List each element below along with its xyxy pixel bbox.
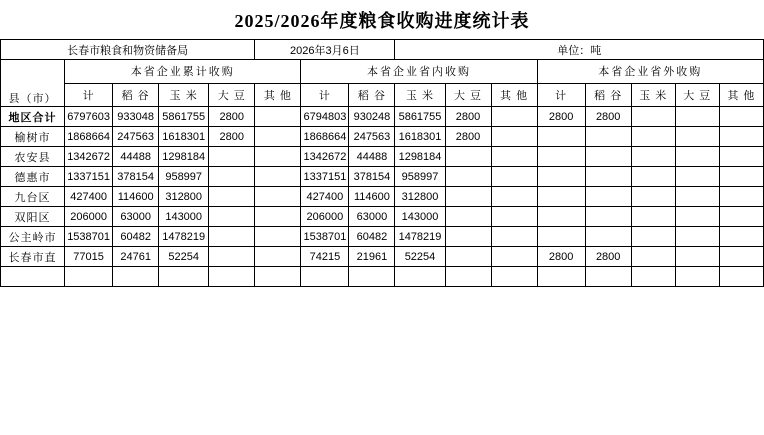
cell: 77015 (65, 247, 113, 267)
group-header-cumulative: 本省企业累计收购 (65, 60, 301, 84)
cell (675, 147, 719, 167)
cell (395, 267, 445, 287)
meta-row (1, 40, 764, 60)
cell (719, 107, 763, 127)
grain-purchase-table (0, 39, 764, 287)
cell (631, 127, 675, 147)
cell (631, 227, 675, 247)
cell (209, 267, 255, 287)
org-label: 长春市粮食和物资储备局 (1, 40, 255, 60)
cell: 5861755 (159, 107, 209, 127)
cell (585, 127, 631, 147)
cell: 60482 (113, 227, 159, 247)
cell: 44488 (349, 147, 395, 167)
cell: 247563 (113, 127, 159, 147)
cell (719, 147, 763, 167)
cell (491, 267, 537, 287)
page-title: 2025/2026年度粮食收购进度统计表 (234, 11, 530, 31)
cell: 378154 (113, 167, 159, 187)
cell (719, 167, 763, 187)
cell: 1868664 (65, 127, 113, 147)
row-label: 九台区 (1, 187, 65, 207)
cell (209, 247, 255, 267)
cell (445, 227, 491, 247)
cell: 1538701 (65, 227, 113, 247)
cell: 114600 (349, 187, 395, 207)
table-row-partial (1, 267, 764, 287)
table-row (1, 107, 764, 127)
cell (585, 167, 631, 187)
table-row (1, 187, 764, 207)
cell: 114600 (113, 187, 159, 207)
cell: 63000 (349, 207, 395, 227)
cell (675, 207, 719, 227)
table-row (1, 127, 764, 147)
cell: 2800 (209, 127, 255, 147)
cell (719, 227, 763, 247)
col-cumulative-soybean: 大 豆 (209, 83, 255, 107)
cell (209, 167, 255, 187)
cell (585, 267, 631, 287)
cell (445, 247, 491, 267)
cell (445, 147, 491, 167)
cell: 1342672 (65, 147, 113, 167)
cell: 44488 (113, 147, 159, 167)
report-date: 2026年3月6日 (255, 40, 395, 60)
cell (675, 227, 719, 247)
cell: 2800 (445, 107, 491, 127)
cell (631, 207, 675, 227)
cell (491, 147, 537, 167)
col-inprov-total: 计 (301, 83, 349, 107)
cell (537, 267, 585, 287)
col-outprov-soybean: 大 豆 (675, 83, 719, 107)
cell: 21961 (349, 247, 395, 267)
cell (537, 147, 585, 167)
cell (491, 247, 537, 267)
cell: 74215 (301, 247, 349, 267)
cell: 930248 (349, 107, 395, 127)
col-outprov-rice: 稻 谷 (585, 83, 631, 107)
group-header-out-province: 本省企业省外收购 (537, 60, 763, 84)
cell (675, 167, 719, 187)
row-label: 榆树市 (1, 127, 65, 147)
cell (631, 147, 675, 167)
cell: 1337151 (65, 167, 113, 187)
cell: 206000 (301, 207, 349, 227)
cell (719, 267, 763, 287)
cell (491, 127, 537, 147)
cell (255, 187, 301, 207)
cell (491, 187, 537, 207)
cell: 60482 (349, 227, 395, 247)
cell (255, 107, 301, 127)
cell: 52254 (159, 247, 209, 267)
col-inprov-rice: 稻 谷 (349, 83, 395, 107)
cell (675, 267, 719, 287)
cell (537, 207, 585, 227)
cell: 427400 (65, 187, 113, 207)
cell: 2800 (537, 247, 585, 267)
cell (255, 267, 301, 287)
cell (537, 127, 585, 147)
unit-label: 单位：吨 (395, 40, 764, 60)
cell: 206000 (65, 207, 113, 227)
cell: 427400 (301, 187, 349, 207)
cell (159, 267, 209, 287)
cell (631, 187, 675, 207)
cell (445, 207, 491, 227)
col-inprov-soybean: 大 豆 (445, 83, 491, 107)
column-header-row (1, 83, 764, 107)
cell (675, 187, 719, 207)
row-label: 长春市直 (1, 247, 65, 267)
col-cumulative-other: 其 他 (255, 83, 301, 107)
cell (537, 187, 585, 207)
cell (209, 207, 255, 227)
cell (675, 107, 719, 127)
cell (631, 167, 675, 187)
cell (1, 267, 65, 287)
cell (675, 247, 719, 267)
cell (537, 167, 585, 187)
corner-label (1, 60, 65, 107)
cell: 143000 (159, 207, 209, 227)
row-label: 公主岭市 (1, 227, 65, 247)
cell (631, 247, 675, 267)
cell: 933048 (113, 107, 159, 127)
cell (445, 187, 491, 207)
col-cumulative-total: 计 (65, 83, 113, 107)
cell: 312800 (159, 187, 209, 207)
cell: 143000 (395, 207, 445, 227)
cell (491, 107, 537, 127)
cell: 2800 (537, 107, 585, 127)
table-row (1, 147, 764, 167)
table-row (1, 227, 764, 247)
cell (255, 127, 301, 147)
cell: 247563 (349, 127, 395, 147)
cell (65, 267, 113, 287)
cell: 1337151 (301, 167, 349, 187)
cell (719, 207, 763, 227)
cell (719, 187, 763, 207)
col-outprov-total: 计 (537, 83, 585, 107)
cell (113, 267, 159, 287)
col-cumulative-rice: 稻 谷 (113, 83, 159, 107)
corner-label-text: 县（市） (8, 93, 57, 105)
cell: 5861755 (395, 107, 445, 127)
cell (537, 227, 585, 247)
group-header-in-province: 本省企业省内收购 (301, 60, 537, 84)
cell (585, 207, 631, 227)
cell (491, 227, 537, 247)
cell: 378154 (349, 167, 395, 187)
cell: 6794803 (301, 107, 349, 127)
row-label: 地区合计 (1, 107, 65, 127)
cell: 1538701 (301, 227, 349, 247)
col-outprov-other: 其 他 (719, 83, 763, 107)
table-row (1, 247, 764, 267)
cell: 2800 (445, 127, 491, 147)
cell (585, 227, 631, 247)
col-cumulative-corn: 玉 米 (159, 83, 209, 107)
cell: 63000 (113, 207, 159, 227)
group-header-row (1, 60, 764, 84)
cell: 24761 (113, 247, 159, 267)
cell (631, 107, 675, 127)
col-inprov-other: 其 他 (491, 83, 537, 107)
col-outprov-corn: 玉 米 (631, 83, 675, 107)
cell: 1618301 (395, 127, 445, 147)
cell: 1618301 (159, 127, 209, 147)
cell: 958997 (159, 167, 209, 187)
col-inprov-corn: 玉 米 (395, 83, 445, 107)
row-label: 农安县 (1, 147, 65, 167)
cell: 1868664 (301, 127, 349, 147)
cell (445, 167, 491, 187)
cell: 52254 (395, 247, 445, 267)
cell: 6797603 (65, 107, 113, 127)
cell (255, 147, 301, 167)
cell: 1478219 (395, 227, 445, 247)
cell: 2800 (585, 107, 631, 127)
cell (631, 267, 675, 287)
cell (255, 227, 301, 247)
cell (349, 267, 395, 287)
table-row (1, 207, 764, 227)
cell: 312800 (395, 187, 445, 207)
cell: 1298184 (159, 147, 209, 167)
cell (301, 267, 349, 287)
cell (491, 167, 537, 187)
row-label: 德惠市 (1, 167, 65, 187)
cell (675, 127, 719, 147)
cell (491, 207, 537, 227)
cell (255, 207, 301, 227)
cell (209, 187, 255, 207)
cell: 1298184 (395, 147, 445, 167)
cell (255, 167, 301, 187)
row-label: 双阳区 (1, 207, 65, 227)
cell (255, 247, 301, 267)
cell (719, 127, 763, 147)
cell: 1478219 (159, 227, 209, 247)
cell (445, 267, 491, 287)
cell: 2800 (209, 107, 255, 127)
cell (209, 227, 255, 247)
cell: 958997 (395, 167, 445, 187)
cell (719, 247, 763, 267)
cell (585, 187, 631, 207)
table-row (1, 167, 764, 187)
cell: 1342672 (301, 147, 349, 167)
cell: 2800 (585, 247, 631, 267)
cell (585, 147, 631, 167)
cell (209, 147, 255, 167)
